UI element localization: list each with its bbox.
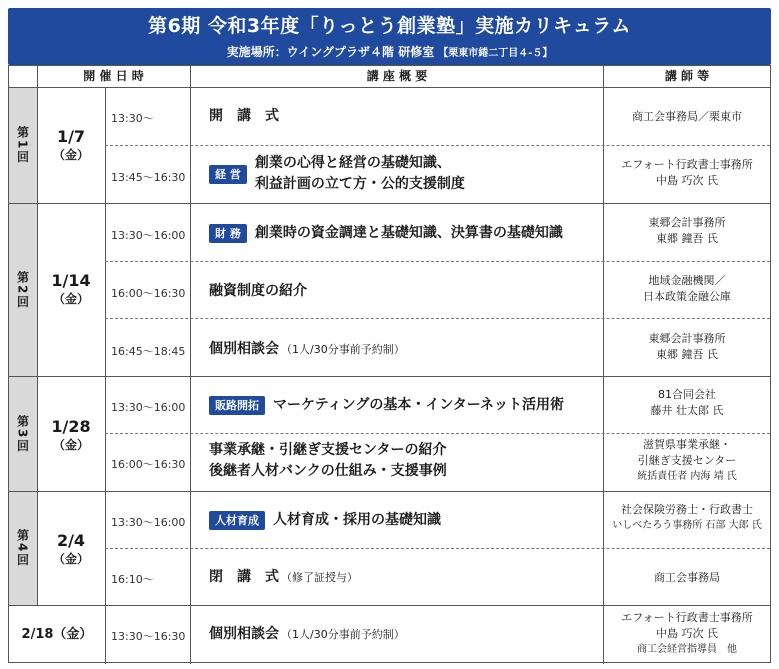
row-separator — [105, 433, 770, 434]
row-separator — [105, 318, 770, 319]
row-instructor: 商工会事務局 — [654, 571, 720, 584]
row-content: 経 営 創業の心得と経営の基礎知識、 利益計画の立て方・公的支援制度 — [209, 153, 465, 195]
final-date: 2/18（金） — [21, 627, 93, 642]
venue-address: 【栗東市綣二丁目４-５】 — [438, 48, 553, 59]
header-instructor: 講 師 等 — [604, 66, 770, 88]
row-time: 16:45～18:45 — [111, 345, 186, 358]
page-title: 第6期 令和3年度「りっとう創業塾」実施カリキュラム — [148, 15, 631, 37]
session-date-3: 1/28 （金） — [51, 417, 91, 452]
venue-text: 実施場所：ウイングプラザ４階 研修室 — [226, 45, 435, 59]
title-banner — [8, 8, 771, 65]
row-time: 13:30～16:00 — [111, 229, 186, 242]
header-content: 講 座 概 要 — [191, 66, 603, 88]
header-date: 開 催 日 時 — [37, 66, 190, 88]
session-date-4: 2/4 （金） — [52, 531, 89, 566]
session-date-1: 1/7 （金） — [52, 127, 89, 162]
session-separator — [9, 203, 770, 204]
row-separator — [105, 548, 770, 549]
session-label-4: 第4回 — [9, 492, 37, 605]
row-time: 13:45～16:30 — [111, 171, 186, 184]
session-label-2: 第2回 — [9, 204, 37, 376]
row-content: 個別相談会 （1人/30分事前予約制） — [209, 626, 405, 642]
header-blank — [9, 66, 37, 88]
category-tag: 財 務 — [209, 224, 247, 243]
row-instructor: 滋賀県事業承継・ 引継ぎ支援センター 統括責任者 内海 靖 氏 — [637, 438, 737, 482]
row-instructor: エフォート行政書士事務所 中島 巧次 氏 — [621, 158, 753, 187]
row-instructor: 地域金融機関／ 日本政策金融公庫 — [643, 274, 731, 303]
row-instructor: 商工会事務局／栗東市 — [632, 110, 742, 123]
row-instructor: 社会保険労務士・行政書士 いしべたろう事務所 石部 大郎 氏 — [612, 503, 762, 531]
row-content: 販路開拓 マーケティングの基本・インターネット活用術 — [209, 395, 564, 416]
row-time: 13:30～ — [111, 112, 154, 125]
row-time: 13:30～16:00 — [111, 401, 186, 414]
category-tag: 人材育成 — [209, 511, 265, 530]
session-label-3: 第3回 — [9, 377, 37, 491]
row-time: 16:00～16:30 — [111, 287, 186, 300]
session-separator — [9, 491, 770, 492]
divider — [190, 66, 191, 664]
category-tag: 経 営 — [209, 165, 247, 184]
session-date-2: 1/14 （金） — [51, 271, 91, 306]
session-separator — [9, 605, 770, 606]
row-instructor: エフォート行政書士事務所 中島 巧次 氏 商工会経営指導員 他 — [621, 611, 753, 655]
curriculum-table — [8, 65, 771, 663]
row-time: 16:10～ — [111, 573, 154, 586]
venue-line — [8, 44, 771, 62]
session-label-1: 第1回 — [9, 88, 37, 203]
row-separator — [105, 261, 770, 262]
row-content: 財 務 創業時の資金調達と基礎知識、決算書の基礎知識 — [209, 223, 563, 244]
session-separator — [9, 376, 770, 377]
row-instructor: 81合同会社 藤井 壮太郎 氏 — [650, 388, 724, 417]
row-content: 閉 講 式 （修了証授与） — [209, 569, 358, 585]
row-content: 事業承継・引継ぎ支援センターの紹介 後継者人材バンクの仕組み・支援事例 — [209, 442, 447, 479]
row-content: 個別相談会 （1人/30分事前予約制） — [209, 341, 405, 357]
row-time: 13:30～16:30 — [111, 630, 186, 643]
category-tag: 販路開拓 — [209, 396, 265, 415]
row-time: 16:00～16:30 — [111, 458, 186, 471]
row-content: 開 講 式 — [209, 108, 279, 124]
row-instructor: 東郷会計事務所 東郷 鐘吾 氏 — [648, 216, 726, 245]
row-time: 13:30～16:00 — [111, 516, 186, 529]
row-content: 融資制度の紹介 — [209, 283, 307, 299]
row-instructor: 東郷会計事務所 東郷 鐘吾 氏 — [648, 332, 726, 361]
row-separator — [105, 145, 770, 146]
row-content: 人材育成 人材育成・採用の基礎知識 — [209, 510, 441, 531]
